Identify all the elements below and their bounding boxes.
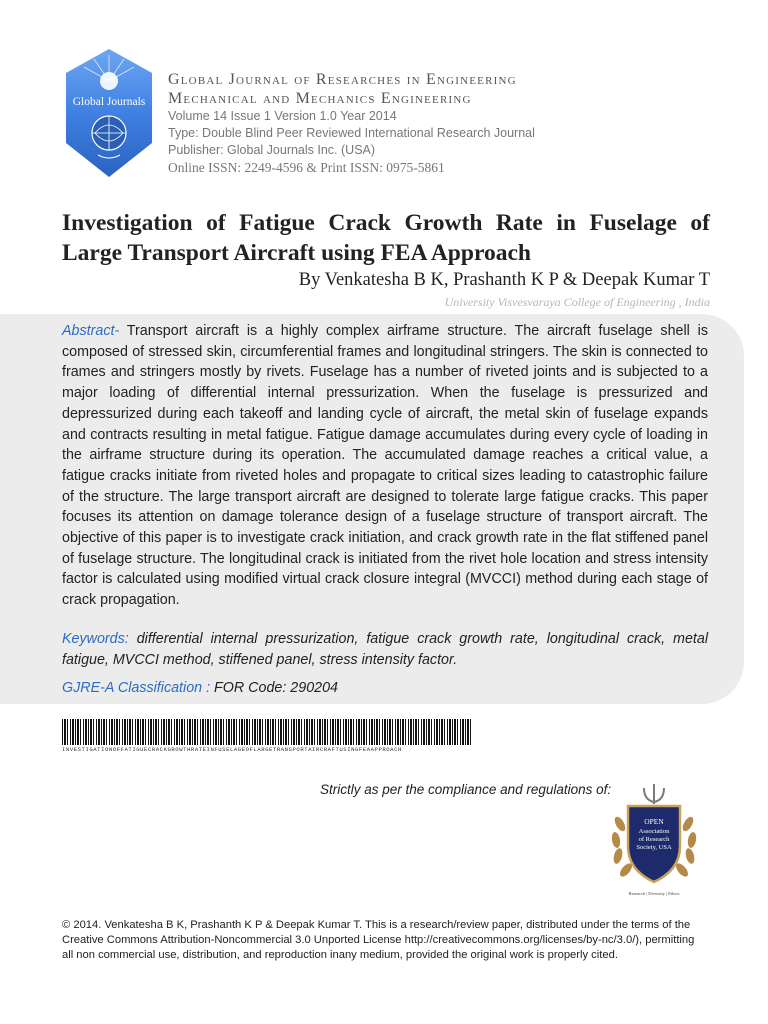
abstract [62,321,708,611]
paper-affiliation: University Visvesvaraya College of Engineering , India [444,295,710,309]
compliance-text: Strictly as per the compliance and regulations of: [320,782,612,797]
abstract-label: Abstract- [62,323,120,339]
journal-title: Global Journal of Researches in Engineering [168,71,517,88]
barcode-text: INVESTIGATIONOFFATIGUECRACKGROWTHRATEINFUSELAGEOFLARGETRANSPORTAIRCRAFTUSINGFEAAPPROACH [62,746,402,753]
barcode [62,719,472,755]
journal-header [168,70,748,176]
journal-issn: Online ISSN: 2249-4596 & Print ISSN: 0975-5861 [168,160,445,175]
seal-line3: of Research [638,836,670,843]
barcode-bars [62,719,472,745]
seal-line4: Society, USA [636,844,672,851]
journal-type: Type: Double Blind Peer Reviewed International Research Journal [168,126,535,140]
paper-authors: By Venkatesha B K, Prashanth K P & Deepak Kumar T [298,270,710,290]
svg-text:Global Journals: Global Journals [72,96,146,108]
classification [62,680,708,696]
journal-section-title: Mechanical and Mechanics Engineering [168,90,472,107]
license-notice: © 2014. Venkatesha B K, Prashanth K P & Deepak Kumar T. This is a research/review paper, distributed under the terms of the Creative Commons Attribution-Noncommercial 3.0 Unported License http://creativecommons.org/licenses/by-nc/3.0/), permitting all non commercial use, distribution, and reproduction inany medium, provided the original work is properly cited. [62,919,695,961]
keywords-text: differential internal pressurization, fatigue crack growth rate, longitudinal crack, metal fatigue, MVCCI method, stiffened panel, stress intensity factor. [62,631,708,668]
journal-volume: Volume 14 Issue 1 Version 1.0 Year 2014 [168,109,397,123]
journal-publisher: Publisher: Global Journals Inc. (USA) [168,143,376,157]
seal-line1: OPEN [644,817,664,826]
open-association-seal [606,780,702,900]
classification-text: FOR Code: 290204 [210,680,338,696]
classification-label: GJRE-A Classification : [62,680,211,696]
global-journals-logo [62,47,156,179]
keywords [62,629,708,670]
paper-title: Investigation of Fatigue Crack Growth Rate in Fuselage of Large Transport Aircraft using FEA Approach [62,210,710,266]
seal-line2: Association [638,828,670,835]
abstract-text: Transport aircraft is a highly complex airframe structure. The aircraft fuselage shell is composed of stressed skin, circumferential frames and longitudinal stringers. The skin is connected to frames and stringers mostly by rivets. Fuselage has a number of riveted joints and is subjected to a major loading of differential internal pressurization. When the fuselage is pressurized and depressurized during each takeoff and landing cycle of aircraft, the metal skin of fuselage expands and contracts resulting in metal fatigue. Fatigue damage accumulates during every cycle of loading in the airframe structure during its operation. The accumulated damage reaches a critical value, a fatigue cracks initiate from riveted holes and propagate to critical sizes leading to catastrophic failure of the structure. The large transport aircraft are designed to tolerate large fatigue cracks. This paper focuses its attention on damage tolerance design of a fuselage structure of transport aircraft. The objective of this paper is to investigate crack initiation, and crack growth rate in the flat stiffened panel of fuselage structure. The longitudinal crack is initiated from the rivet hole location and stress intensity factor is calculated using modified virtual crack closure integral (MVCCI) method during each stage of crack propagation. [62,323,708,609]
seal-motto: Research | Diversity | Ethics [628,891,680,896]
keywords-label: Keywords: [62,631,129,647]
